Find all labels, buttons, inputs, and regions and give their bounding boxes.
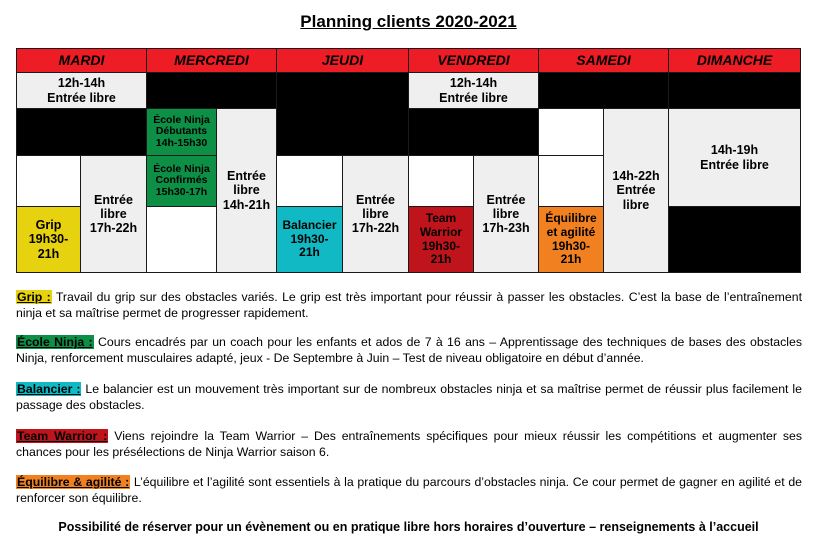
slot-vendredi-team-warrior: Team Warrior 19h30- 21h (408, 206, 474, 273)
legend-text-equilibre-agilite: L’équilibre et l’agilité sont essentiels à la pratique du parcours d’obstacles ninja. Ce cour permet de gagner en agilité et de renforcer son équilibre. (16, 475, 802, 505)
slot-vendredi-closed (408, 108, 539, 156)
slot-mardi-closed (16, 108, 147, 156)
legend-team-warrior (16, 428, 802, 460)
slot-mercredi-closed (146, 72, 277, 109)
legend-tag-grip: Grip : (17, 290, 51, 304)
slot-dimanche-closed-top (668, 72, 801, 109)
slot-samedi-closed (538, 72, 669, 109)
legend-grip (16, 289, 802, 321)
legend-text-grip: Travail du grip sur des obstacles variés. Le grip est très important pour réussir à passer les obstacles. C’est la base de l’entraînement ninja et sa maîtrise permet de progresser rapidement. (16, 290, 802, 320)
slot-samedi-afternoon: 14h-22h Entrée libre (603, 108, 669, 273)
slot-mardi-noon: 12h-14h Entrée libre (16, 72, 147, 109)
slot-dimanche-closed-bottom (668, 206, 801, 273)
slot-mercredi-ecole-ninja-confirmes: École Ninja Confirmés 15h30-17h (146, 155, 217, 207)
legend-text-balancier: Le balancier est un mouvement très important sur de nombreux obstacles ninja et sa maîtrise permet de réussir plus facilement le passage des obstacles. (16, 382, 802, 412)
page-title: Planning clients 2020-2021 (300, 12, 517, 31)
slot-jeudi-closed (276, 72, 409, 156)
slot-jeudi-balancier: Balancier 19h30- 21h (276, 206, 343, 273)
legend-tag-ecole-ninja: École Ninja : (17, 335, 93, 349)
slot-jeudi-empty (276, 155, 343, 207)
slot-mardi-evening: Entrée libre 17h-22h (80, 155, 147, 273)
slot-dimanche-afternoon: 14h-19h Entrée libre (668, 108, 801, 207)
slot-jeudi-evening: Entrée libre 17h-22h (342, 155, 409, 273)
slot-vendredi-noon: 12h-14h Entrée libre (408, 72, 539, 109)
legend-tag-team-warrior: Team Warrior : (17, 429, 108, 443)
footer-note: Possibilité de réserver pour un évènement ou en pratique libre hors horaires d’ouverture – renseignements à l’accueil (58, 520, 759, 534)
slot-mercredi-empty (146, 206, 217, 273)
day-header-jeudi: JEUDI (276, 48, 409, 73)
slot-samedi-equilibre-agilite: Équilibre et agilité 19h30- 21h (538, 206, 604, 273)
slot-vendredi-empty (408, 155, 474, 207)
day-header-samedi: SAMEDI (538, 48, 669, 73)
legend-text-ecole-ninja: Cours encadrés par un coach pour les enfants et ados de 7 à 16 ans – Apprentissage des techniques de bases des obstacles Ninja, renforcement musculaires adapté, jeux - De Septembre à Juin – Test de niveau obligatoire en début d’année. (16, 335, 802, 365)
slot-vendredi-evening: Entrée libre 17h-23h (473, 155, 539, 273)
slot-mercredi-afternoon: Entrée libre 14h-21h (216, 108, 277, 273)
day-header-dimanche: DIMANCHE (668, 48, 801, 73)
slot-samedi-empty (538, 155, 604, 207)
slot-mardi-grip: Grip 19h30- 21h (16, 206, 81, 273)
slot-mardi-empty (16, 155, 81, 207)
slot-mercredi-ecole-ninja-debutants: École Ninja Débutants 14h-15h30 (146, 108, 217, 156)
legend-balancier (16, 381, 802, 413)
day-header-mardi: MARDI (16, 48, 147, 73)
legend-tag-balancier: Balancier : (17, 382, 81, 396)
day-header-vendredi: VENDREDI (408, 48, 539, 73)
legend-ecole-ninja (16, 334, 802, 366)
legend-text-team-warrior: Viens rejoindre la Team Warrior – Des entraînements spécifiques pour mieux réussir les compétitions et augmenter ses chances pour les présélections de Ninja Warrior saison 6. (16, 429, 802, 459)
slot-samedi-empty-top (538, 108, 604, 156)
day-header-mercredi: MERCREDI (146, 48, 277, 73)
legend-equilibre-agilite (16, 474, 802, 506)
legend-tag-equilibre-agilite: Équilibre & agilité : (17, 475, 130, 489)
